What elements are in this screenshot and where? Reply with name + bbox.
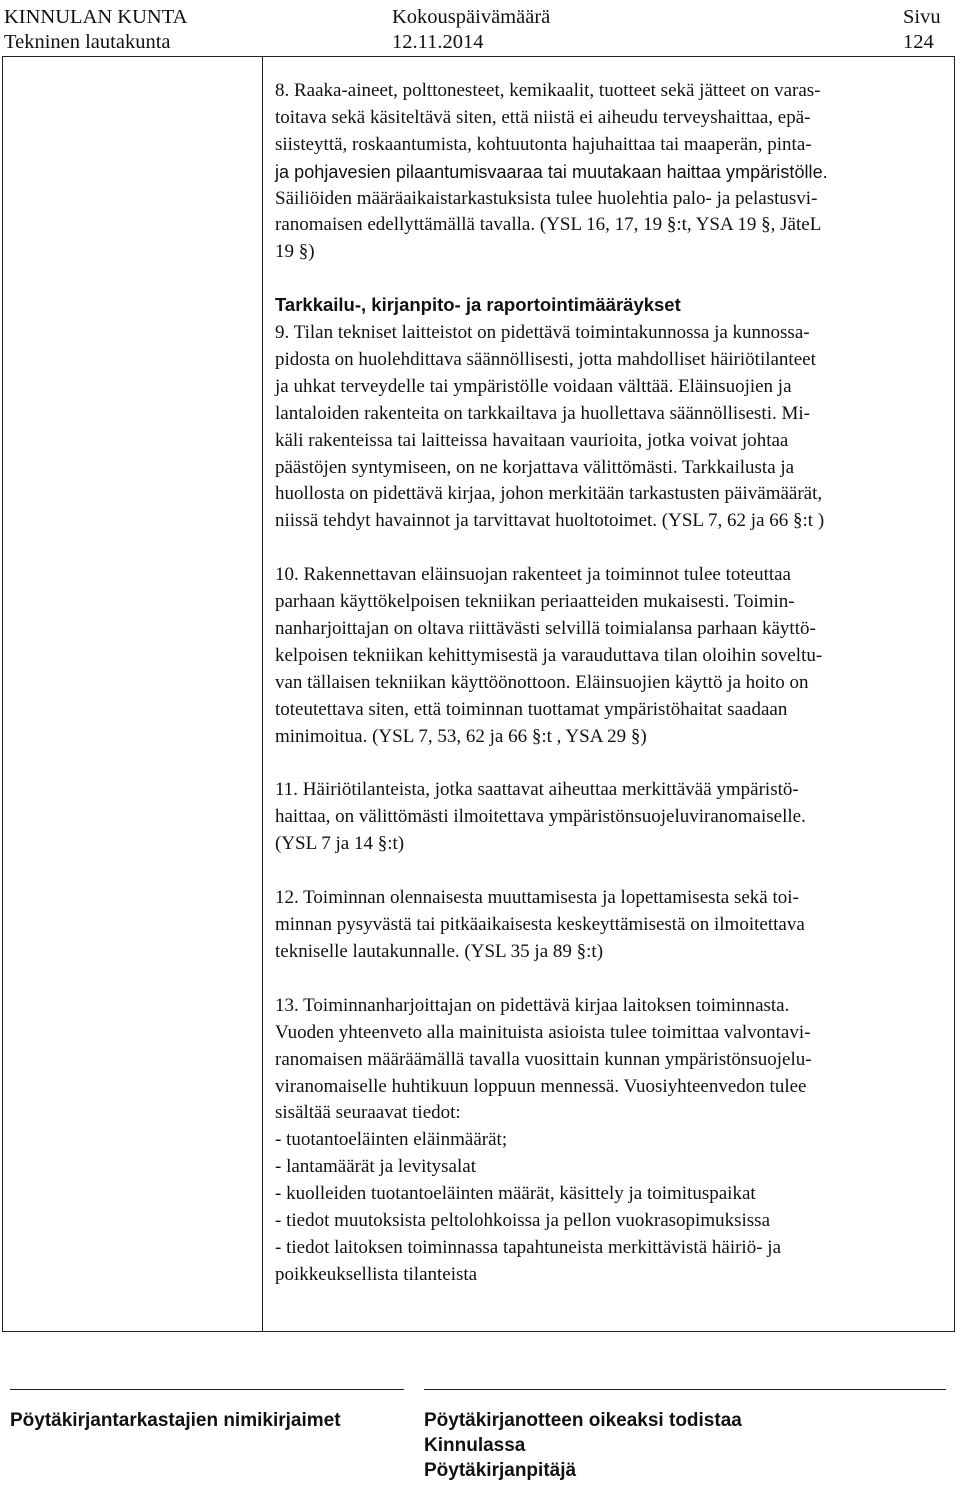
text-line: 19 §) xyxy=(275,241,315,263)
text-line: minnan pysyvästä tai pitkäaikaisesta keskeyttämisestä on ilmoitettava xyxy=(275,914,805,936)
text-line: ja uhkat terveydelle tai ympäristölle voidaan välttää. Eläinsuojien ja xyxy=(275,375,792,397)
text-line: huollosta on pidettävä kirjaa, johon merkitään tarkastusten päivämäärät, xyxy=(275,483,823,505)
text-line: toitava sekä käsiteltävä siten, että niistä ei aiheudu terveyshaittaa, epä- xyxy=(275,106,811,128)
page-label: Sivu xyxy=(903,6,941,28)
text-line: Säiliöiden määräaikaistarkastuksista tulee huolehtia palo- ja pelastusvi- xyxy=(275,187,818,209)
text-line: käli rakenteissa tai laitteissa havaitaan vaurioita, jotka voivat johtaa xyxy=(275,429,789,451)
list-item: poikkeuksellista tilanteista xyxy=(275,1263,478,1285)
text-line: (YSL 7 ja 14 §:t) xyxy=(275,833,405,855)
text-line: 10. Rakennettavan eläinsuojan rakenteet ja toiminnot tulee toteuttaa xyxy=(275,564,791,586)
section-heading: Tarkkailu-, kirjanpito- ja raportointimääräykset xyxy=(275,294,681,316)
text-line: parhaan käyttökelpoisen tekniikan periaatteiden mukaisesti. Toimin- xyxy=(275,591,795,613)
paragraph-12 xyxy=(275,885,947,966)
text-line: pidosta on huolehdittava säännöllisesti, jotta mahdolliset häiriötilanteet xyxy=(275,349,816,371)
signature-line-left xyxy=(10,1389,404,1390)
paragraph-8 xyxy=(275,78,947,266)
paragraph-10 xyxy=(275,562,947,750)
page-number: 124 xyxy=(903,31,934,53)
main-text-column xyxy=(275,78,947,1289)
list-item: - kuolleiden tuotantoeläinten määrät, käsittely ja toimituspaikat xyxy=(275,1183,756,1205)
text-line: 12. Toiminnan olennaisesta muuttamisesta ja lopettamisesta sekä toi- xyxy=(275,887,799,909)
list-item: - lantamäärät ja levitysalat xyxy=(275,1156,476,1178)
municipality-name: KINNULAN KUNTA xyxy=(4,6,188,28)
text-line: sisältää seuraavat tiedot: xyxy=(275,1102,461,1124)
text-line: kelpoisen tekniikan kehittymisestä ja varauduttava tilan oloihin soveltu- xyxy=(275,644,823,666)
text-line: ja pohjavesien pilaantumisvaaraa tai muutakaan haittaa ympäristölle. xyxy=(275,161,828,182)
footer-certification: Pöytäkirjanotteen oikeaksi todistaa xyxy=(424,1410,742,1431)
text-line: nanharjoittajan on oltava riittävästi selvillä toimialansa parhaan käyttö- xyxy=(275,618,816,640)
paragraph-9 xyxy=(275,320,947,535)
footer-place: Kinnulassa xyxy=(424,1435,526,1456)
text-line: niissä tehdyt havainnot ja tarvittavat huoltotoimet. (YSL 7, 62 ja 66 §:t ) xyxy=(275,510,825,532)
text-line: päästöjen syntymiseen, on ne korjattava välittömästi. Tarkkailusta ja xyxy=(275,456,795,478)
text-line: 9. Tilan tekniset laitteistot on pidettävä toimintakunnossa ja kunnossa- xyxy=(275,322,810,344)
text-line: van tällaisen tekniikan käyttöönottoon. Eläinsuojien käyttö ja hoito on xyxy=(275,671,809,693)
text-line: ranomaisen määräämällä tavalla vuosittain kunnan ympäristönsuojelu- xyxy=(275,1048,812,1070)
footer-secretary: Pöytäkirjanpitäjä xyxy=(424,1460,577,1481)
text-line: 13. Toiminnanharjoittajan on pidettävä kirjaa laitoksen toiminnasta. xyxy=(275,994,790,1016)
list-item: - tiedot laitoksen toiminnassa tapahtuneista merkittävistä häiriö- ja xyxy=(275,1236,782,1258)
text-line: 11. Häiriötilanteista, jotka saattavat aiheuttaa merkittävää ympäristö- xyxy=(275,779,799,801)
paragraph-13 xyxy=(275,993,947,1289)
text-line: Vuoden yhteenveto alla mainituista asioista tulee toimittaa valvontavi- xyxy=(275,1021,811,1043)
footer-inspectors-initials: Pöytäkirjantarkastajien nimikirjaimet xyxy=(10,1410,341,1431)
column-divider xyxy=(262,56,263,1332)
text-line: siisteyttä, roskaantumista, kohtuutonta hajuhaittaa tai maaperän, pinta- xyxy=(275,133,812,155)
list-item: - tuotantoeläinten eläinmäärät; xyxy=(275,1129,508,1151)
meeting-date: 12.11.2014 xyxy=(392,31,484,53)
text-line: viranomaiselle huhtikuun loppuun mennessä. Vuosiyhteenvedon tulee xyxy=(275,1075,807,1097)
list-item: - tiedot muutoksista peltolohkoissa ja pellon vuokrasopimuksissa xyxy=(275,1209,771,1231)
text-line: lantaloiden rakenteita on tarkkailtava ja huollettava säännöllisesti. Mi- xyxy=(275,402,810,424)
text-line: toteutettava siten, että toiminnan tuottamat ympäristöhaitat saadaan xyxy=(275,698,788,720)
signature-line-right xyxy=(424,1389,946,1390)
paragraph-11 xyxy=(275,777,947,858)
committee-name: Tekninen lautakunta xyxy=(4,31,171,53)
meeting-date-label: Kokouspäivämäärä xyxy=(392,6,551,28)
text-line: minimoitua. (YSL 7, 53, 62 ja 66 §:t , YSA 29 §) xyxy=(275,725,647,747)
text-line: haittaa, on välittömästi ilmoitettava ympäristönsuojeluviranomaiselle. xyxy=(275,806,806,828)
text-line: tekniselle lautakunnalle. (YSL 35 ja 89 §:t) xyxy=(275,940,604,962)
text-line: 8. Raaka-aineet, polttonesteet, kemikaalit, tuotteet sekä jätteet on varas- xyxy=(275,80,821,101)
text-line: ranomaisen edellyttämällä tavalla. (YSL 16, 17, 19 §:t, YSA 19 §, JäteL xyxy=(275,214,822,236)
